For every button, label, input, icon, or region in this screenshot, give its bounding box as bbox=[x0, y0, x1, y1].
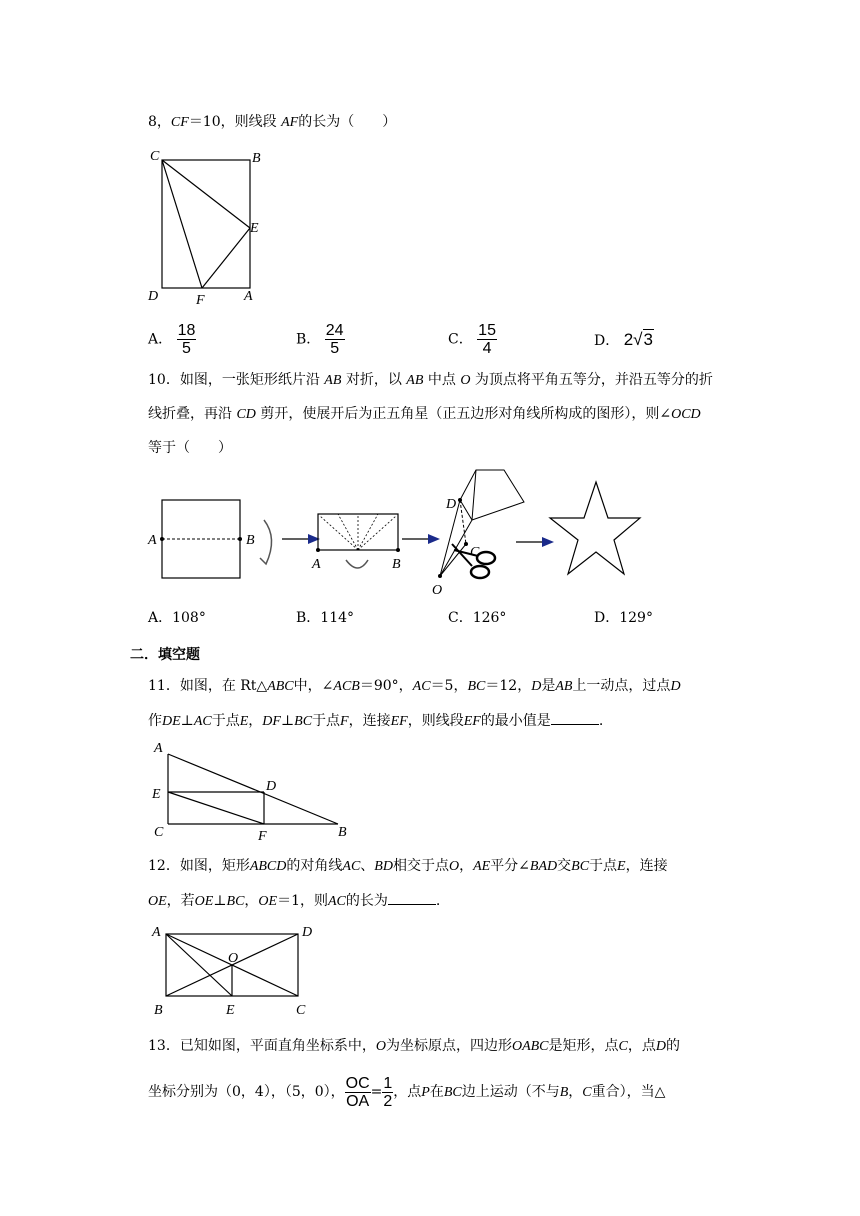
q13-var: B bbox=[559, 1085, 569, 1100]
q12-text: 、 bbox=[360, 858, 375, 874]
q13-text: 在 bbox=[429, 1084, 444, 1100]
q9-label-a: A bbox=[244, 289, 253, 304]
q11-text: 是 bbox=[541, 678, 556, 694]
q10-cd: CD bbox=[236, 407, 256, 422]
q11-var: D bbox=[531, 679, 542, 694]
q11-label-c: C bbox=[154, 825, 164, 840]
q11-stem-line1 bbox=[148, 676, 681, 697]
q9-option-c-label: C． bbox=[448, 331, 473, 348]
q13-var: D bbox=[655, 1039, 666, 1054]
q12-label-d: D bbox=[302, 925, 313, 940]
q13-text: ，点 bbox=[393, 1084, 422, 1100]
q13-text: = bbox=[370, 1084, 383, 1100]
q10-ab: AB bbox=[324, 373, 342, 388]
q11-var: E bbox=[239, 714, 249, 729]
q11-var: D bbox=[670, 679, 681, 694]
q12-var: AC bbox=[342, 859, 361, 874]
q12-text: 的对角线 bbox=[286, 858, 343, 874]
q11-text: ，则线段 bbox=[407, 713, 464, 729]
q9-label-c: C bbox=[150, 149, 160, 164]
q10-arrow2-icon bbox=[428, 534, 440, 544]
q10-option-b[interactable]: B．114° bbox=[296, 610, 355, 626]
q10-option-c[interactable]: C．126° bbox=[448, 610, 507, 626]
q9-option-b-den: 5 bbox=[330, 340, 340, 357]
q11-label-f: F bbox=[258, 829, 267, 844]
q13-frac-oc-oa bbox=[345, 1075, 371, 1110]
q9-option-c-den: 4 bbox=[482, 340, 492, 357]
q12-text: . bbox=[435, 893, 441, 909]
q13-text: ，点 bbox=[627, 1038, 656, 1054]
q12-answer-blank[interactable] bbox=[388, 890, 436, 905]
q11-var: AC bbox=[412, 679, 431, 694]
q13-text: ， bbox=[568, 1084, 583, 1100]
q11-var: EF bbox=[463, 714, 481, 729]
q12-var: BD bbox=[374, 859, 393, 874]
q12-label-o: O bbox=[228, 951, 239, 966]
q11-text: ⊥ bbox=[180, 713, 194, 729]
q11-text: . bbox=[598, 713, 604, 729]
q12-text: ， bbox=[244, 893, 259, 909]
q12-text: ⊥ bbox=[213, 893, 227, 909]
q12-var: O bbox=[448, 859, 460, 874]
q11-var: F bbox=[340, 714, 349, 729]
q9-option-a-label: A． bbox=[148, 331, 173, 348]
q11-var: AC bbox=[193, 714, 212, 729]
q12-var: AC bbox=[328, 894, 346, 909]
q9-label-f: F bbox=[196, 293, 205, 308]
q11-text: ＝5， bbox=[430, 678, 468, 694]
q12-text: 12．如图，矩形 bbox=[148, 858, 250, 874]
q11-text: 于点 bbox=[312, 713, 341, 729]
q11-var: DE bbox=[162, 714, 181, 729]
q10-label-a1: A bbox=[148, 533, 157, 548]
q10-label-o: O bbox=[432, 583, 443, 598]
q12-text: ，连接 bbox=[625, 858, 668, 874]
q13-var: C bbox=[618, 1039, 628, 1054]
q12-stem-line2 bbox=[148, 890, 440, 912]
q11-text: ＝90°， bbox=[359, 678, 413, 694]
q11-text: 中，∠ bbox=[293, 678, 334, 694]
q10-fold-arrow2-icon bbox=[346, 560, 368, 568]
q10-label-c: C bbox=[470, 545, 480, 560]
q9-option-d[interactable] bbox=[594, 330, 654, 351]
q12-label-e: E bbox=[226, 1003, 235, 1018]
q13-text: 的 bbox=[665, 1038, 680, 1054]
q11-label-b: B bbox=[338, 825, 347, 840]
q11-text: 作 bbox=[148, 713, 162, 729]
q10-text: 10．如图，一张矩形纸片沿 bbox=[148, 372, 320, 388]
q9-af: AF bbox=[281, 115, 299, 130]
q11-stem-line2 bbox=[148, 710, 603, 732]
q12-text: 于点 bbox=[589, 858, 618, 874]
q11-answer-blank[interactable] bbox=[551, 710, 599, 725]
q12-var: BC bbox=[571, 859, 590, 874]
q9-option-a-frac bbox=[177, 322, 197, 357]
q11-var: BC bbox=[294, 714, 313, 729]
q9-option-d-label: D． bbox=[594, 333, 620, 349]
q9-option-a[interactable] bbox=[148, 322, 196, 357]
q9-suffix: 的长为（ ） bbox=[298, 114, 397, 130]
q12-text: ，若 bbox=[166, 893, 195, 909]
q10-stem-line2 bbox=[148, 404, 701, 425]
q11-text: ，连接 bbox=[348, 713, 391, 729]
q9-stem-prefix: 8， bbox=[148, 114, 171, 130]
q13-text: 坐标分别为（0，4），（5，0）， bbox=[148, 1084, 345, 1100]
q9-option-b[interactable] bbox=[296, 322, 345, 357]
q13-text: 重合），当△ bbox=[591, 1084, 666, 1100]
q10-text: 剪开，使展开后为正五角星（正五边形对角线所构成的图形），则∠ bbox=[260, 406, 672, 422]
q11-label-d: D bbox=[266, 779, 277, 794]
q9-option-d-rad: 3 bbox=[643, 330, 653, 349]
q11-var: DF bbox=[262, 714, 281, 729]
q13-stem-line1 bbox=[148, 1036, 680, 1057]
q11-var: ABC bbox=[267, 679, 294, 694]
q10-option-d[interactable]: D．129° bbox=[594, 610, 653, 626]
q11-figure bbox=[146, 736, 366, 844]
star-icon bbox=[550, 482, 640, 574]
q10-text: 线折叠，再沿 bbox=[148, 406, 232, 422]
q13-frac2-den: 2 bbox=[383, 1092, 393, 1110]
q11-var: ACB bbox=[333, 679, 360, 694]
q11-label-a: A bbox=[154, 741, 163, 756]
q12-var: BAD bbox=[529, 859, 558, 874]
q9-option-a-num: 18 bbox=[177, 322, 196, 339]
q13-var: OABC bbox=[511, 1039, 549, 1054]
q12-text: 交 bbox=[557, 858, 572, 874]
q9-option-c-frac bbox=[477, 322, 497, 357]
q10-ab: AB bbox=[406, 373, 424, 388]
q9-eq: ＝10，则线段 bbox=[188, 114, 277, 130]
q11-text: 11．如图，在 Rt△ bbox=[148, 678, 268, 694]
q11-label-e: E bbox=[152, 787, 161, 802]
q9-option-b-label: B． bbox=[296, 331, 321, 348]
q12-text: ， bbox=[459, 858, 474, 874]
q10-label-b2: B bbox=[392, 557, 401, 572]
q13-var: C bbox=[582, 1085, 592, 1100]
section-title: 二．填空题 bbox=[130, 647, 200, 663]
q10-stem-line3: 等于（ ） bbox=[148, 440, 232, 456]
q10-arrow3-icon bbox=[542, 537, 554, 547]
q12-var: OE bbox=[258, 894, 278, 909]
q10-fold-arrow-icon bbox=[260, 520, 272, 564]
q12-var: OE bbox=[148, 894, 167, 909]
q12-text: 相交于点 bbox=[392, 858, 449, 874]
q12-text: 平分∠ bbox=[490, 858, 530, 874]
q11-text: ， bbox=[248, 713, 263, 729]
q11-var: BC bbox=[467, 679, 486, 694]
q11-text: 上一动点，过点 bbox=[572, 678, 671, 694]
q11-var: EF bbox=[390, 714, 408, 729]
q13-frac-num: OC bbox=[345, 1074, 370, 1092]
q9-option-b-frac bbox=[325, 322, 345, 357]
q10-label-d: D bbox=[446, 497, 457, 512]
q13-text: 是矩形，点 bbox=[548, 1038, 619, 1054]
q9-option-b-num: 24 bbox=[325, 322, 344, 339]
q10-figure bbox=[140, 460, 660, 600]
q13-text: 边上运动（不与 bbox=[461, 1084, 560, 1100]
q13-frac2-num: 1 bbox=[383, 1074, 393, 1092]
q9-cf: CF bbox=[170, 115, 189, 130]
q9-label-b: B bbox=[252, 151, 261, 166]
q13-var: BC bbox=[443, 1085, 462, 1100]
q13-frac-den: OA bbox=[346, 1092, 370, 1110]
q11-var: AB bbox=[555, 679, 573, 694]
q12-stem-line1 bbox=[148, 856, 668, 877]
q10-text: 对折，以 bbox=[345, 372, 402, 388]
q13-frac-half bbox=[382, 1075, 393, 1110]
q12-var: AE bbox=[473, 859, 491, 874]
q12-text: ＝1，则 bbox=[277, 893, 328, 909]
q9-option-c-num: 15 bbox=[478, 322, 496, 339]
q10-stem-line1 bbox=[148, 370, 713, 391]
q9-label-d: D bbox=[148, 289, 159, 304]
q11-text: 于点 bbox=[211, 713, 240, 729]
q12-label-a: A bbox=[152, 925, 161, 940]
q9-option-d-coef: 2 bbox=[623, 330, 634, 349]
q9-option-a-den: 5 bbox=[182, 340, 191, 357]
q12-var: E bbox=[617, 859, 626, 874]
q11-text: ⊥ bbox=[280, 713, 295, 729]
q12-figure bbox=[146, 920, 326, 1020]
q12-label-b: B bbox=[154, 1003, 163, 1018]
q13-var: P bbox=[421, 1085, 430, 1100]
q12-label-c: C bbox=[296, 1003, 306, 1018]
q10-o: O bbox=[460, 373, 471, 388]
q9-option-c[interactable] bbox=[448, 322, 497, 357]
q11-text: 的最小值是 bbox=[480, 713, 551, 729]
q9-label-e: E bbox=[250, 221, 259, 236]
q13-text: 13．已知如图，平面直角坐标系中， bbox=[148, 1038, 376, 1054]
q12-var: ABCD bbox=[249, 859, 287, 874]
q11-text: ＝12， bbox=[485, 678, 532, 694]
q10-option-a[interactable]: A．108° bbox=[148, 610, 206, 626]
q10-ocd: OCD bbox=[671, 407, 701, 422]
q13-var: O bbox=[375, 1039, 386, 1054]
q12-text: 的长为 bbox=[345, 893, 388, 909]
q13-stem-line2 bbox=[148, 1072, 665, 1113]
q9-figure bbox=[140, 140, 270, 310]
q9-option-d-sqrt: 2√3 bbox=[623, 330, 653, 349]
q10-text: 中点 bbox=[427, 372, 456, 388]
q10-label-a2: A bbox=[312, 557, 321, 572]
q10-label-b1: B bbox=[246, 533, 255, 548]
q12-var: BC bbox=[226, 894, 245, 909]
q12-var: OE bbox=[194, 894, 214, 909]
q9-stem bbox=[148, 112, 396, 133]
q13-text: 为坐标原点，四边形 bbox=[385, 1038, 512, 1054]
q10-text: 为顶点将平角五等分，并沿五等分的折 bbox=[474, 372, 713, 388]
